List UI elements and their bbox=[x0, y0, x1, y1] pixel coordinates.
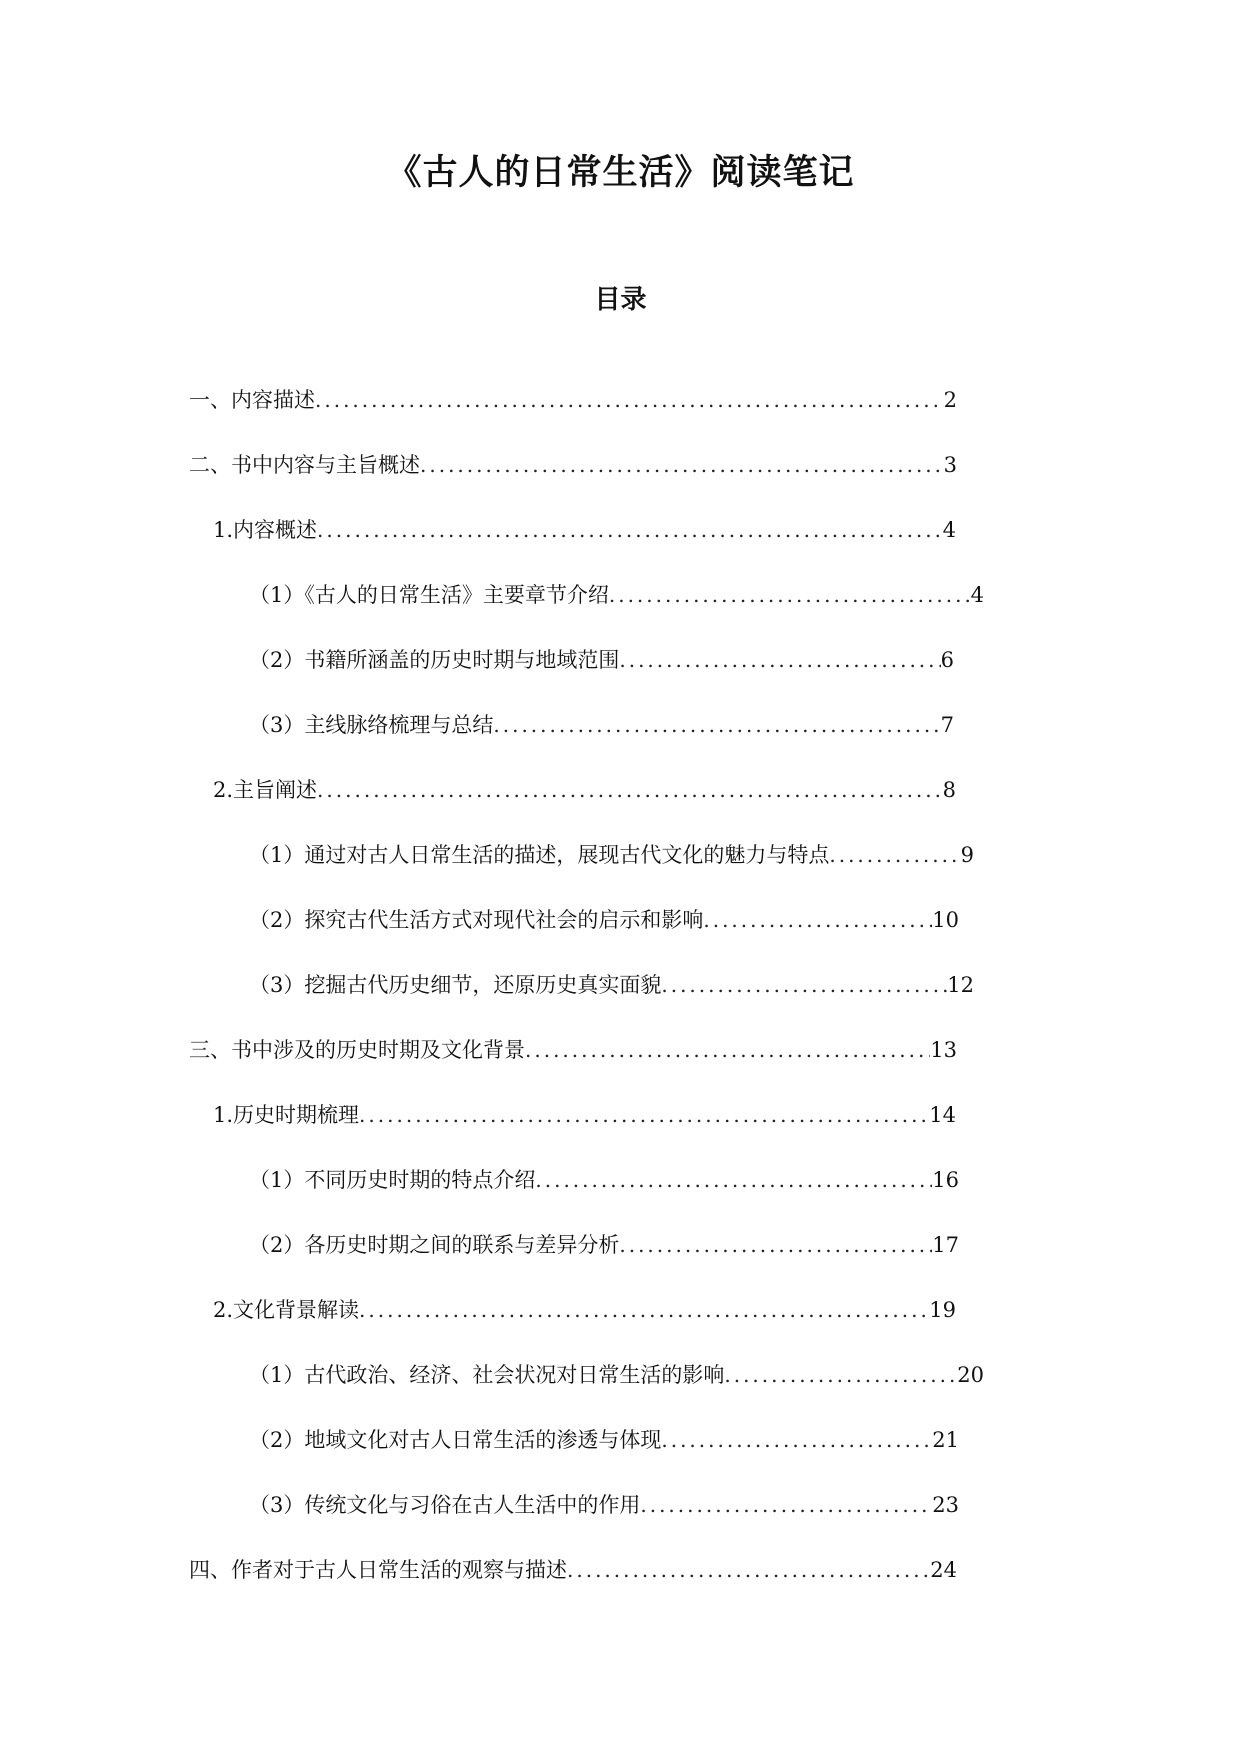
toc-entry-label: 四、作者对于古人日常生活的观察与描述 bbox=[189, 1558, 567, 1582]
toc-page-number: 6 bbox=[940, 648, 954, 672]
toc-page-number: 8 bbox=[942, 778, 956, 802]
toc-entry-label: 一、内容描述 bbox=[189, 388, 315, 412]
toc-page-number: 21 bbox=[932, 1428, 959, 1452]
toc-entry[interactable] bbox=[0, 835, 1241, 900]
toc-entry[interactable] bbox=[0, 705, 1241, 770]
toc-page-number: 7 bbox=[940, 713, 954, 737]
toc-leader-dots bbox=[493, 705, 940, 745]
toc-page-number: 10 bbox=[932, 908, 959, 932]
toc-entry-label: 二、书中内容与主旨概述 bbox=[189, 453, 420, 477]
toc-leader-dots bbox=[661, 965, 947, 1005]
table-of-contents bbox=[0, 380, 1241, 1615]
toc-entry-label: 三、书中涉及的历史时期及文化背景 bbox=[189, 1038, 525, 1062]
toc-page-number: 17 bbox=[932, 1233, 959, 1257]
toc-entry[interactable] bbox=[0, 1420, 1241, 1485]
toc-page-number: 20 bbox=[957, 1363, 984, 1387]
toc-page-number: 13 bbox=[930, 1038, 957, 1062]
toc-entry-label: （2）书籍所涵盖的历史时期与地域范围 bbox=[249, 648, 620, 672]
toc-page-number: 4 bbox=[970, 583, 984, 607]
toc-entry-label: （3）传统文化与习俗在古人生活中的作用 bbox=[249, 1493, 641, 1517]
toc-entry[interactable] bbox=[0, 1095, 1241, 1160]
toc-entry[interactable] bbox=[0, 575, 1241, 640]
toc-leader-dots bbox=[829, 835, 960, 875]
toc-entry-label: （1）不同历史时期的特点介绍 bbox=[249, 1168, 536, 1192]
toc-entry[interactable] bbox=[0, 510, 1241, 575]
toc-entry-label: （2）各历史时期之间的联系与差异分析 bbox=[249, 1233, 620, 1257]
toc-entry[interactable] bbox=[0, 445, 1241, 510]
toc-entry-label: （1）通过对古人日常生活的描述，展现古代文化的魅力与特点 bbox=[249, 843, 830, 867]
toc-entry[interactable] bbox=[0, 1355, 1241, 1420]
toc-leader-dots bbox=[317, 510, 943, 550]
toc-entry[interactable] bbox=[0, 1485, 1241, 1550]
toc-page-number: 24 bbox=[930, 1558, 957, 1582]
toc-entry[interactable] bbox=[0, 965, 1241, 1030]
toc-leader-dots bbox=[661, 1420, 932, 1460]
toc-entry[interactable] bbox=[0, 1290, 1241, 1355]
toc-leader-dots bbox=[609, 575, 971, 615]
toc-leader-dots bbox=[315, 380, 944, 420]
toc-entry-label: （3）挖掘古代历史细节，还原历史真实面貌 bbox=[249, 973, 662, 997]
toc-entry-label: 主旨阐述 bbox=[233, 778, 318, 802]
document-title: 《古人的日常生活》阅读笔记 bbox=[386, 153, 855, 193]
toc-entry-label: 文化背景解读 bbox=[233, 1298, 360, 1322]
toc-leader-dots bbox=[640, 1485, 932, 1525]
toc-entry-label: （2）地域文化对古人日常生活的渗透与体现 bbox=[249, 1428, 662, 1452]
toc-leader-dots bbox=[420, 445, 944, 485]
toc-entry-label: （1）《古人的日常生活》主要章节介绍 bbox=[249, 583, 609, 607]
toc-page-number: 23 bbox=[932, 1493, 959, 1517]
toc-entry-number: 2. bbox=[213, 1298, 234, 1322]
toc-entry-label: 内容概述 bbox=[233, 518, 318, 542]
toc-page-number: 4 bbox=[942, 518, 956, 542]
toc-page-number: 9 bbox=[960, 843, 974, 867]
toc-entry[interactable] bbox=[0, 770, 1241, 835]
toc-leader-dots bbox=[724, 1355, 957, 1395]
toc-leader-dots bbox=[619, 640, 940, 680]
toc-leader-dots bbox=[535, 1160, 932, 1200]
toc-heading: 目录 bbox=[594, 285, 647, 315]
toc-leader-dots bbox=[567, 1550, 930, 1590]
toc-entry[interactable] bbox=[0, 380, 1241, 445]
toc-entry-number: 1. bbox=[213, 518, 234, 542]
toc-leader-dots bbox=[703, 900, 932, 940]
toc-entry-label: 历史时期梳理 bbox=[233, 1103, 360, 1127]
toc-page-number: 2 bbox=[943, 388, 957, 412]
toc-entry-label: （1）古代政治、经济、社会状况对日常生活的影响 bbox=[249, 1363, 725, 1387]
toc-entry[interactable] bbox=[0, 1030, 1241, 1095]
toc-page-number: 3 bbox=[943, 453, 957, 477]
toc-entry-number: 1. bbox=[213, 1103, 234, 1127]
toc-entry[interactable] bbox=[0, 1225, 1241, 1290]
toc-leader-dots bbox=[525, 1030, 930, 1070]
toc-entry-label: （3）主线脉络梳理与总结 bbox=[249, 713, 494, 737]
toc-entry[interactable] bbox=[0, 900, 1241, 965]
toc-page-number: 19 bbox=[929, 1298, 956, 1322]
toc-page-number: 16 bbox=[932, 1168, 959, 1192]
toc-entry[interactable] bbox=[0, 640, 1241, 705]
toc-page-number: 14 bbox=[929, 1103, 956, 1127]
toc-leader-dots bbox=[619, 1225, 932, 1265]
toc-leader-dots bbox=[317, 770, 943, 810]
toc-entry-number: 2. bbox=[213, 778, 234, 802]
toc-leader-dots bbox=[359, 1095, 929, 1135]
toc-entry[interactable] bbox=[0, 1160, 1241, 1225]
toc-entry[interactable] bbox=[0, 1550, 1241, 1615]
toc-leader-dots bbox=[359, 1290, 929, 1330]
toc-entry-label: （2）探究古代生活方式对现代社会的启示和影响 bbox=[249, 908, 704, 932]
toc-page-number: 12 bbox=[947, 973, 974, 997]
